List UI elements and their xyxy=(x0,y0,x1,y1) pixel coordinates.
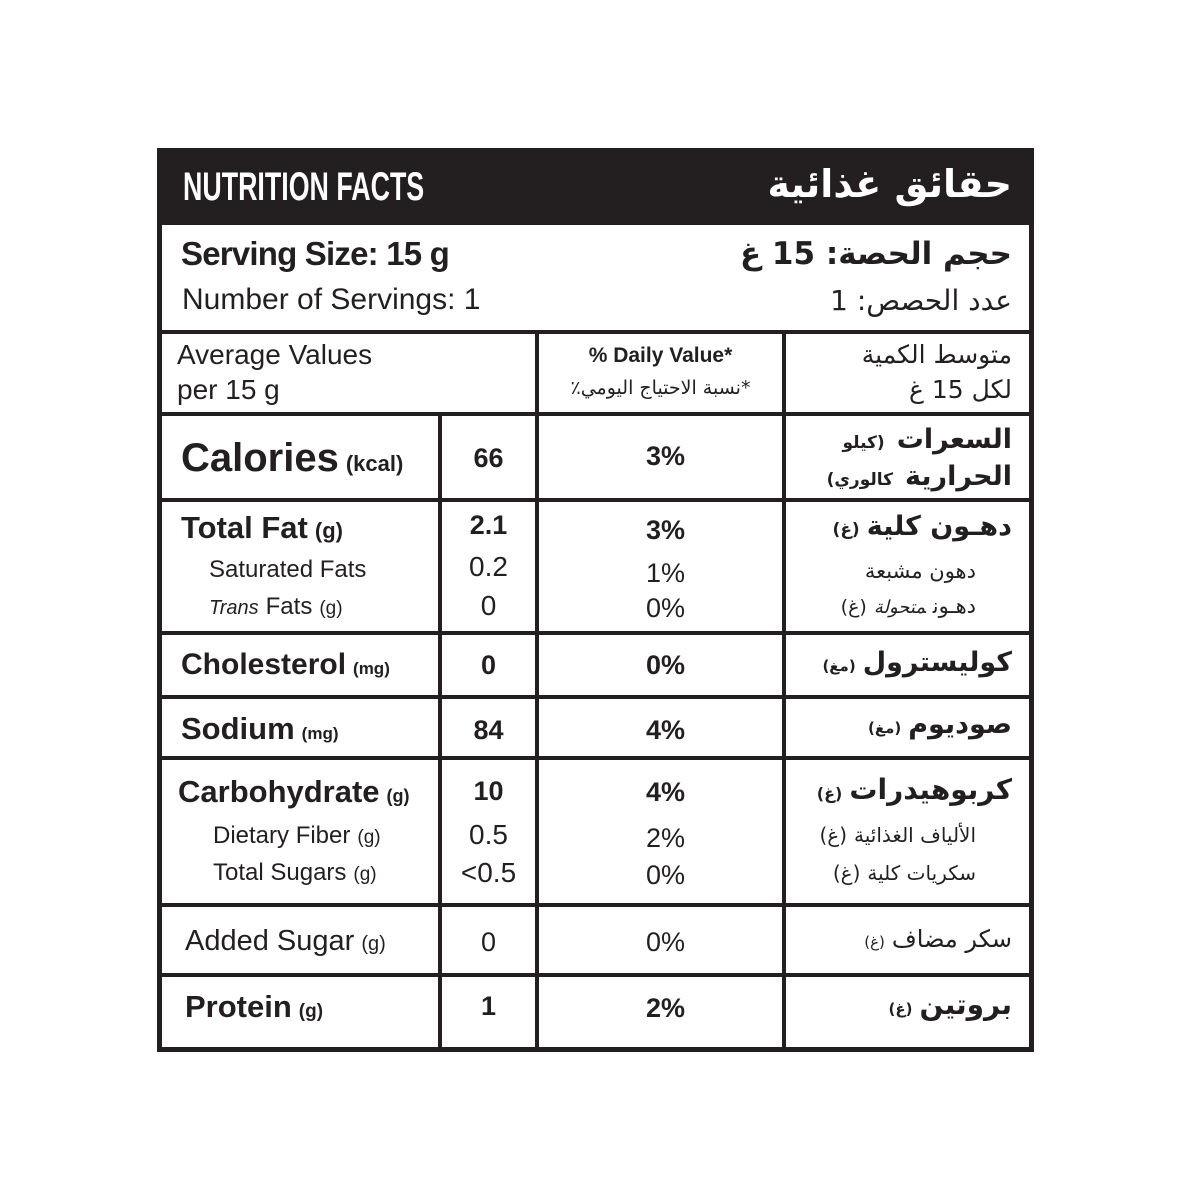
protein-name-ar: بروتين xyxy=(919,988,1012,1021)
protein-daily-value: 2% xyxy=(645,993,686,1023)
calories-label xyxy=(181,438,403,478)
sodium-daily-value: 4% xyxy=(645,715,686,745)
trans-fats-suffix-ar: متحولة xyxy=(873,597,926,618)
protein-label xyxy=(185,987,323,1027)
protein-unit-ar: (غ) xyxy=(888,1000,913,1018)
total-sugars-label-ar xyxy=(790,853,976,893)
cholesterol-label xyxy=(181,645,390,685)
servings-count-en: Number of Servings: 1 xyxy=(182,283,481,316)
dietary-fiber-unit-ar: (غ) xyxy=(819,823,848,847)
trans-fats-unit: (g) xyxy=(319,598,343,619)
calories-name: Calories xyxy=(181,436,339,480)
cholesterol-name: Cholesterol xyxy=(181,648,347,681)
total-sugars-daily-value: 0% xyxy=(645,860,686,890)
per-serving-ar: لكل 15 غ xyxy=(909,375,1012,404)
sodium-value: 84 xyxy=(473,715,504,745)
trans-fats-label xyxy=(209,587,343,627)
total-sugars-name-ar: سكريات كلية xyxy=(867,861,976,885)
saturated-fats-daily-value: 1% xyxy=(645,558,686,588)
dietary-fiber-unit: (g) xyxy=(357,827,381,848)
saturated-fats-value: 0.2 xyxy=(469,551,508,582)
added-sugar-unit-ar: (غ) xyxy=(864,933,885,951)
added-sugar-label-ar xyxy=(790,919,1012,959)
trans-fats-unit-ar: (غ) xyxy=(840,596,867,618)
total-fat-daily-value: 3% xyxy=(645,515,686,545)
carbohydrate-unit-ar: (غ) xyxy=(816,784,843,803)
carbohydrate-label-ar xyxy=(790,770,1012,810)
dietary-fiber-value: 0.5 xyxy=(469,819,508,850)
trans-fats-label-ar xyxy=(790,586,976,626)
calories-unit: (kcal) xyxy=(345,451,404,476)
total-fat-label xyxy=(181,508,343,548)
cholesterol-name-ar: كوليسترول xyxy=(862,647,1012,678)
serving-size-ar: حجم الحصة: 15 غ xyxy=(739,236,1012,272)
calories-name-ar-line1: السعرات xyxy=(896,424,1012,455)
carbohydrate-unit: (g) xyxy=(386,786,410,806)
sodium-label-ar xyxy=(790,705,1012,745)
protein-unit: (g) xyxy=(298,1001,324,1022)
daily-value-header-en: % Daily Value* xyxy=(588,344,733,367)
protein-label-ar xyxy=(790,985,1012,1025)
carbohydrate-value: 10 xyxy=(473,776,504,806)
total-sugars-value: <0.5 xyxy=(460,857,517,888)
protein-name: Protein xyxy=(185,989,292,1024)
total-fat-label-ar xyxy=(790,507,1012,547)
total-fat-name-ar: دهـون كلية xyxy=(866,511,1012,542)
dietary-fiber-name-ar: الألياف الغذائية xyxy=(854,823,976,847)
sodium-name: Sodium xyxy=(181,711,295,746)
daily-value-header-ar: *نسبة الاحتياج اليومي٪ xyxy=(570,377,751,399)
total-sugars-unit-ar: (غ) xyxy=(832,861,861,885)
cholesterol-daily-value: 0% xyxy=(645,650,686,680)
per-serving-en: per 15 g xyxy=(177,374,280,405)
total-fat-value: 2.1 xyxy=(469,510,508,540)
cholesterol-unit-ar: (مغ) xyxy=(822,657,856,675)
calories-name-ar-line2: الحرارية xyxy=(905,461,1012,492)
carbohydrate-label xyxy=(178,772,410,812)
added-sugar-daily-value: 0% xyxy=(645,927,686,957)
divider-carbohydrate xyxy=(157,903,1034,907)
added-sugar-name: Added Sugar xyxy=(185,925,355,957)
cholesterol-value: 0 xyxy=(480,650,497,680)
trans-fats-value: 0 xyxy=(480,590,497,621)
saturated-fats-name-ar: دهون مشبعة xyxy=(864,559,976,583)
sodium-unit: (mg) xyxy=(301,724,339,743)
divider-serving xyxy=(157,330,1034,334)
total-fat-unit-ar: (غ) xyxy=(832,520,860,540)
trans-fats-daily-value: 0% xyxy=(645,593,686,623)
added-sugar-name-ar: سكر مضاف xyxy=(891,925,1012,953)
added-sugar-label xyxy=(185,921,386,961)
servings-count-ar: عدد الحصص: 1 xyxy=(830,284,1012,317)
carbohydrate-name-ar: كربوهيدرات xyxy=(849,773,1012,806)
sodium-label xyxy=(181,709,339,749)
dietary-fiber-label-ar xyxy=(790,815,976,855)
trans-fats-prefix: Trans xyxy=(209,597,259,619)
added-sugar-value: 0 xyxy=(480,927,497,957)
dietary-fiber-name: Dietary Fiber xyxy=(213,822,351,849)
total-sugars-unit: (g) xyxy=(353,864,377,885)
divider-calories xyxy=(157,498,1034,502)
calories-label-ar-line1 xyxy=(790,420,1012,460)
carbohydrate-name: Carbohydrate xyxy=(178,774,380,809)
average-values-en: Average Values xyxy=(177,339,373,370)
divider-cholesterol xyxy=(157,695,1034,699)
carbohydrate-daily-value: 4% xyxy=(645,777,686,807)
divider-added-sugar xyxy=(157,973,1034,977)
title-ar: حقائق غذائية xyxy=(767,162,1012,206)
divider-column-headers xyxy=(157,412,1034,416)
sodium-name-ar: صوديوم xyxy=(908,709,1012,740)
serving-size-en: Serving Size: 15 g xyxy=(181,235,450,272)
title-en: NUTRITION FACTS xyxy=(183,165,425,209)
trans-fats-name-ar: دهـون xyxy=(932,594,976,618)
total-sugars-name: Total Sugars xyxy=(213,859,347,886)
total-fat-unit: (g) xyxy=(314,518,343,543)
calories-daily-value: 3% xyxy=(645,441,686,471)
total-fat-name: Total Fat xyxy=(181,510,308,545)
calories-value: 66 xyxy=(473,443,504,473)
dietary-fiber-daily-value: 2% xyxy=(645,823,686,853)
protein-value: 1 xyxy=(480,991,497,1021)
average-values-ar: متوسط الكمية xyxy=(861,340,1012,369)
cholesterol-unit: (mg) xyxy=(353,659,390,678)
divider-fat xyxy=(157,631,1034,635)
trans-fats-name: Fats xyxy=(265,593,313,620)
calories-label-ar-line2 xyxy=(790,457,1012,497)
cholesterol-label-ar xyxy=(790,643,1012,683)
calories-unit-ar-line2: كالوري) xyxy=(826,470,894,490)
divider-sodium xyxy=(157,756,1034,760)
dietary-fiber-label xyxy=(213,816,381,856)
calories-unit-ar-line1: (كيلو xyxy=(842,433,885,453)
sodium-unit-ar: (مغ) xyxy=(868,719,902,737)
saturated-fats-name: Saturated Fats xyxy=(209,556,367,583)
added-sugar-unit: (g) xyxy=(361,933,386,955)
total-sugars-label xyxy=(213,853,377,893)
